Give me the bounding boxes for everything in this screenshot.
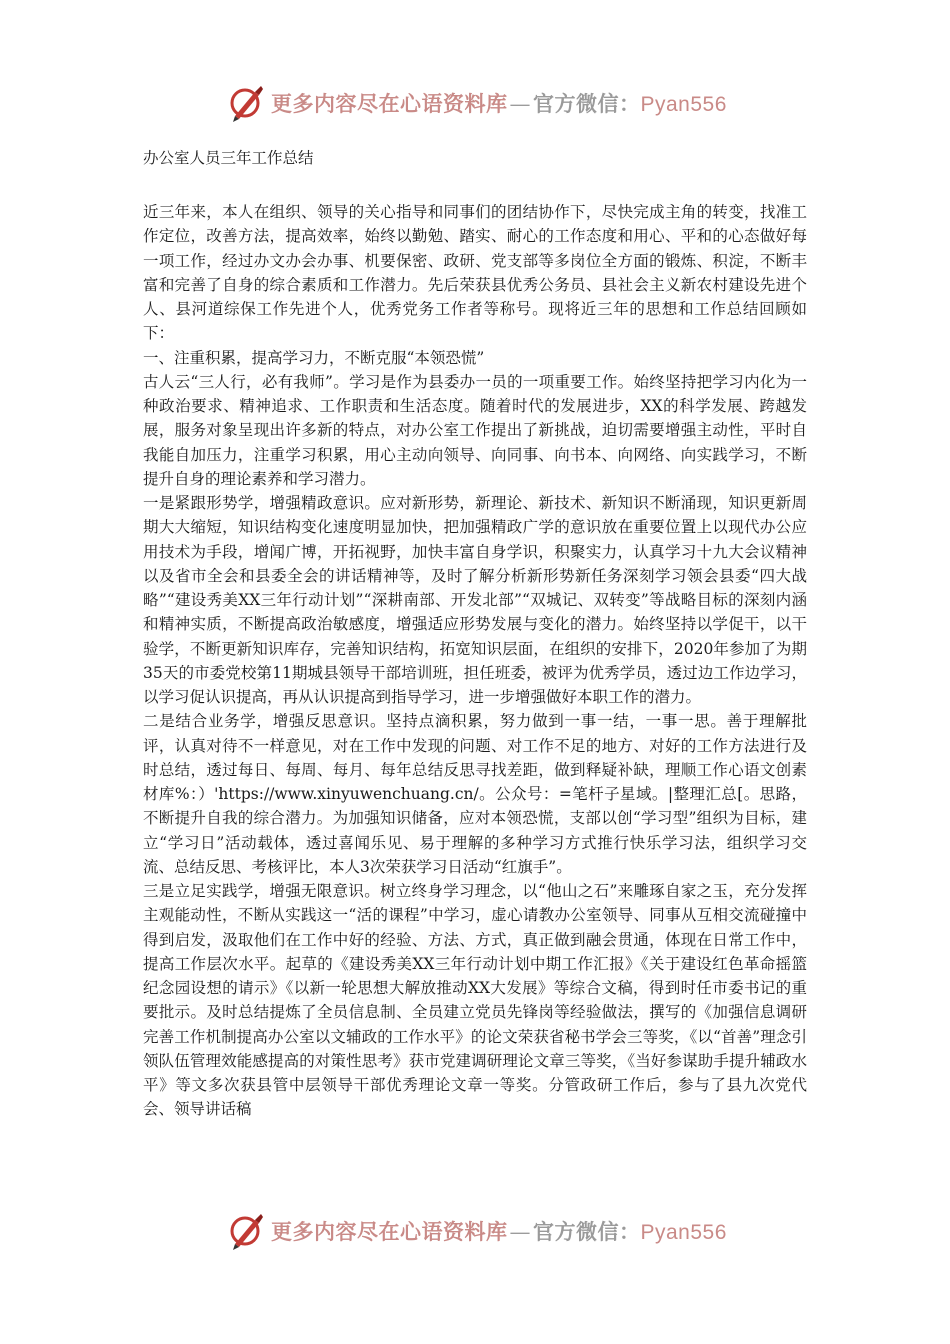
body-paragraph: 古人云“三人行，必有我师”。学习是作为县委办一员的一项重要工作。始终坚持把学习内化为一种政治要求、精神追求、工作职责和生活态度。随着时代的发展进步，XX的科学发展、跨越发展，服务对象呈现出许多新的特点，对办公室工作提出了新挑战，迫切需要增强主动性，平时自我能自加压力，注重学习积累，用心主动向领导、向同事、向书本、向网络、向实践学习，不断提升自身的理论素养和学习潜力。 — [143, 372, 807, 488]
section-heading: 一、注重积累，提高学习力，不断克服“本领恐慌” — [143, 348, 485, 367]
banner-official-label: 官方微信： — [533, 1219, 641, 1244]
banner-official-label: 官方微信： — [533, 91, 641, 116]
footer-banner — [225, 1208, 745, 1254]
header-banner — [225, 80, 745, 126]
banner-main-text: 更多内容尽在心语资料库 — [271, 91, 508, 116]
body-paragraph: 三是立足实践学，增强无限意识。树立终身学习理念，以“他山之石”来雕琢自家之玉，充分发挥主观能动性，不断从实践这一“活的课程”中学习，虚心请教办公室领导、同事从互相交流碰撞中得到启发，汲取他们在工作中好的经验、方法、方式，真正做到融会贯通，体现在日常工作中，提高工作层次水平。起草的《建设秀美XX三年行动计划中期工作汇报》《关于建设红色革命摇篮纪念园设想的请示》《以新一轮思想大解放推动XX大发展》等综合文稿，得到时任市委书记的重要批示。及时总结提炼了全员信息制、全员建立党员先锋岗等经验做法，撰写的《加强信息调研完善工作机制提高办公室以文辅政的工作水平》的论文荣获省秘书学会三等奖，《以“首善”理念引领队伍管理效能感提高的对策性思考》获市党建调研理论文章三等奖，《当好参谋助手提升辅政水平》等文多次获县管中层领导干部优秀理论文章一等奖。分管政研工作后，参与了县九次党代会、领导讲话稿 — [143, 882, 807, 1119]
banner-separator: — — [509, 92, 531, 116]
banner-wechat-id: Pyan556 — [640, 93, 727, 116]
banner-main-text: 更多内容尽在心语资料库 — [271, 1219, 508, 1244]
banner-text — [271, 1216, 727, 1246]
banner-text — [271, 88, 727, 118]
document-title: 办公室人员三年工作总结 — [143, 149, 314, 167]
pen-logo-icon — [225, 1210, 267, 1252]
body-paragraph: 二是结合业务学，增强反思意识。坚持点滴积累，努力做到一事一结，一事一思。善于理解批评，认真对待不一样意见，对在工作中发现的问题、对工作不足的地方、对好的工作方法进行及时总结，透过每日、每周、每月、每年总结反思寻找差距，做到释疑补缺，理顺工作心语文创素材库%：）'https://www.xinyuwenchuang.cn/。公众号：=笔杆子星域。|整理汇总[。思路，不断提升自我的综合潜力。为加强知识储备，应对本领恐慌，支部以创“学习型”组织为目标，建立“学习日”活动载体，透过喜闻乐见、易于理解的多种学习方式推行快乐学习法，组织学习交流、总结反思、考核评比，本人3次荣获学习日活动“红旗手”。 — [143, 712, 807, 876]
intro-paragraph: 近三年来，本人在组织、领导的关心指导和同事们的团结协作下，尽快完成主角的转变，找准工作定位，改善方法，提高效率，始终以勤勉、踏实、耐心的工作态度和用心、平和的心态做好每一项工作，经过办文办会办事、机要保密、政研、党支部等多岗位全方面的锻炼、积淀，不断丰富和完善了自身的综合素质和工作潜力。先后荣获县优秀公务员、县社会主义新农村建设先进个人、县河道综保工作先进个人，优秀党务工作者等称号。现将近三年的思想和工作总结回顾如下： — [143, 203, 807, 343]
banner-wechat-id: Pyan556 — [640, 1221, 727, 1244]
banner-separator: — — [509, 1220, 531, 1244]
document-body — [143, 140, 807, 1122]
body-paragraph: 一是紧跟形势学，增强精政意识。应对新形势，新理论、新技术、新知识不断涌现，知识更新周期大大缩短，知识结构变化速度明显加快，把加强精政广学的意识放在重要位置上以现代办公应用技术为手段，增闻广博，开拓视野，加快丰富自身学识，积聚实力，认真学习十九大会议精神以及省市全会和县委全会的讲话精神等，及时了解分析新形势新任务深刻学习领会县委“四大战略”“建设秀美XX三年行动计划”“深耕南部、开发北部”“双城记、双转变”等战略目标的深刻内涵和精神实质，不断提高政治敏感度，增强适应形势发展与变化的潜力。始终坚持以学促干，以干验学，不断更新知识库存，完善知识结构，拓宽知识层面，在组织的安排下，2020年参加了为期35天的市委党校第11期城县领导干部培训班，担任班委，被评为优秀学员，透过边工作边学习，以学习促认识提高，再从认识提高到指导学习，进一步增强做好本职工作的潜力。 — [143, 494, 807, 706]
pen-logo-icon — [225, 82, 267, 124]
